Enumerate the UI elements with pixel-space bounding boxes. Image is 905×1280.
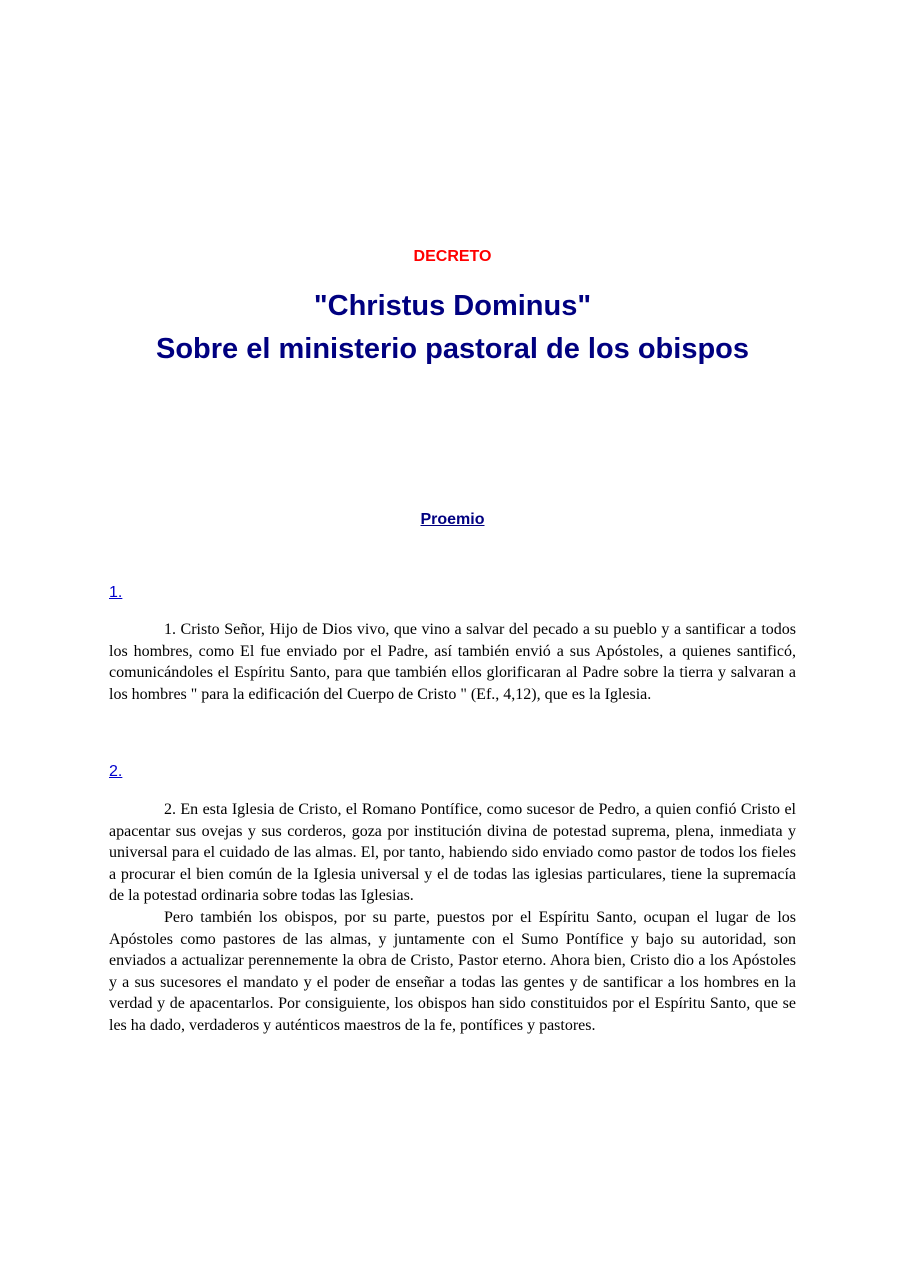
paragraph: 2. En esta Iglesia de Cristo, el Romano Pontífice, como sucesor de Pedro, a quien confió Cristo el apacentar sus ovejas y sus corderos, goza por institución divina de potestad suprema, plena, inmediata y universal para el cuidado de las almas. El, por tanto, habiendo sido enviado como pastor de todos los fieles a procurar el bien común de la Iglesia universal y el de todas las iglesias particulares, tiene la supremacía de la potestad ordinaria sobre todas las Iglesias. xyxy=(109,801,796,905)
title-line-1: "Christus Dominus" xyxy=(313,290,592,322)
section-1-link[interactable]: 1. xyxy=(109,584,123,601)
proemio-heading xyxy=(0,511,905,529)
title-line-2: Sobre el ministerio pastoral de los obispos xyxy=(155,333,750,365)
section-2-link[interactable]: 2. xyxy=(109,763,123,780)
document-type-label: DECRETO xyxy=(413,248,492,265)
paragraph: Pero también los obispos, por su parte, puestos por el Espíritu Santo, ocupan el lugar de los Apóstoles como pastores de las almas, y juntamente con el Sumo Pontífice y bajo su autoridad, son enviados a actualizar perennemente la obra de Cristo, Pastor eterno. Ahora bien, Cristo dio a los Apóstoles y a sus sucesores el mandato y el poder de enseñar a todas las gentes y de santificar a los hombres en la verdad y de apacentarlos. Por consiguiente, los obispos han sido constituidos por el Espíritu Santo, que se les ha dado, verdaderos y auténticos maestros de la fe, pontífices y pastores. xyxy=(109,908,796,1034)
section-2-body xyxy=(109,799,796,1037)
paragraph: 1. Cristo Señor, Hijo de Dios vivo, que vino a salvar del pecado a su pueblo y a santificar a todos los hombres, como El fue enviado por el Padre, así también envió a sus Apóstoles, a quienes santificó, comunicándoles el Espíritu Santo, para que también ellos glorificaran al Padre sobre la tierra y salvaran a los hombres " para la edificación del Cuerpo de Cristo " (Ef., 4,12), que es la Iglesia. xyxy=(109,621,796,703)
document-title xyxy=(100,285,805,371)
section-1-body xyxy=(109,619,796,705)
proemio-link[interactable]: Proemio xyxy=(420,511,485,528)
